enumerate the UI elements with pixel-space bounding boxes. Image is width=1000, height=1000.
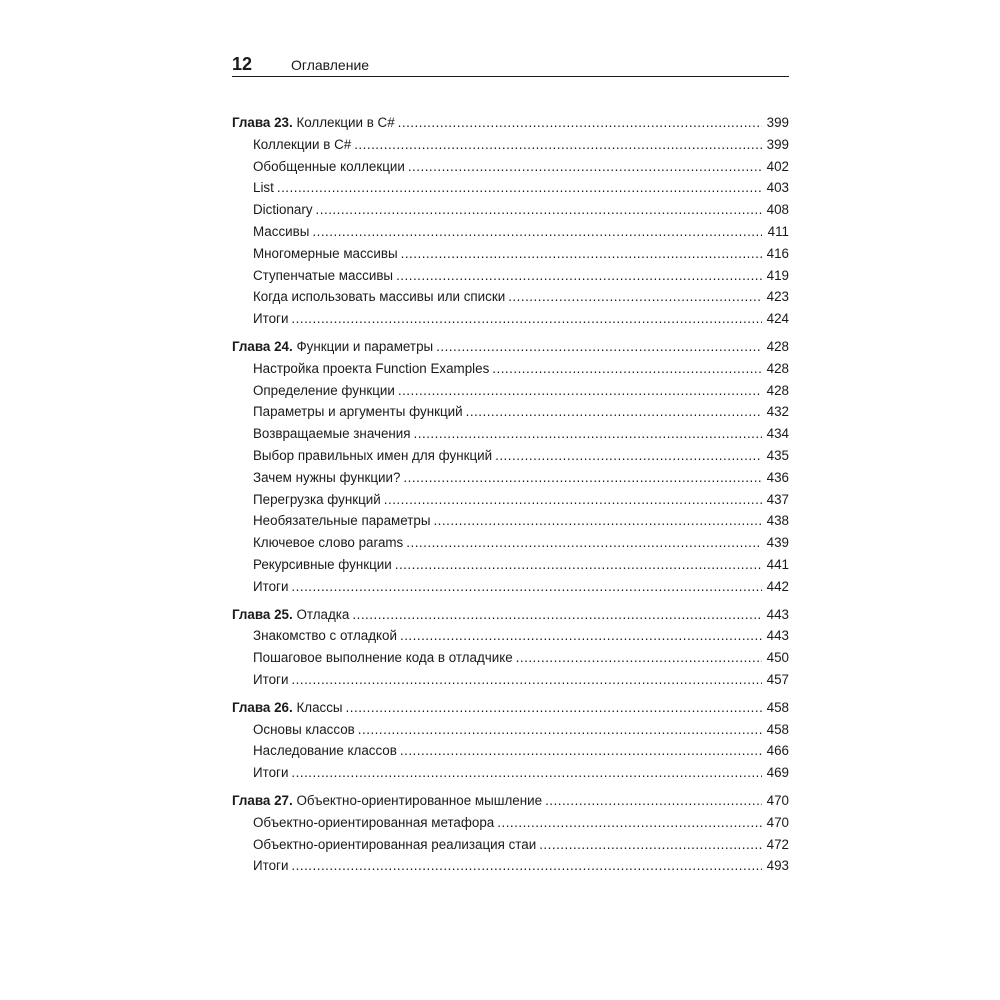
section-title: Когда использовать массивы или списки xyxy=(253,289,506,305)
section-title: Ступенчатые массивы xyxy=(253,267,394,283)
dot-leader xyxy=(312,221,762,243)
chapter-entry xyxy=(232,604,789,626)
section-entry xyxy=(232,532,789,554)
section-page-number: 399 xyxy=(766,136,789,152)
chapter-title: Коллекции в C# xyxy=(296,115,395,130)
section-entry xyxy=(232,308,789,330)
section-title: Настройка проекта Function Examples xyxy=(253,360,490,376)
dot-leader xyxy=(346,697,762,719)
dot-leader xyxy=(433,510,762,532)
section-entry xyxy=(232,243,789,265)
section-page-number: 442 xyxy=(766,578,789,594)
dot-leader xyxy=(497,812,762,834)
dot-leader xyxy=(400,625,762,647)
section-page-number: 438 xyxy=(766,513,789,529)
chapter-page-number: 443 xyxy=(766,606,789,622)
section-title: Зачем нужны функции? xyxy=(253,469,401,485)
dot-leader xyxy=(396,265,762,287)
section-entry xyxy=(232,762,789,784)
dot-leader xyxy=(495,445,762,467)
dot-leader xyxy=(539,834,762,856)
dot-leader xyxy=(384,489,762,511)
section-title: Ключевое слово params xyxy=(253,535,404,551)
chapter-title-group xyxy=(232,604,349,626)
section-entry xyxy=(232,401,789,423)
dot-leader xyxy=(436,336,762,358)
section-entry xyxy=(232,380,789,402)
section-entry xyxy=(232,199,789,221)
chapter-block xyxy=(232,697,789,784)
section-page-number: 423 xyxy=(766,289,789,305)
chapter-block xyxy=(232,112,789,330)
section-title: Возвращаемые значения xyxy=(253,426,411,442)
dot-leader xyxy=(291,762,762,784)
dot-leader xyxy=(400,740,762,762)
section-page-number: 443 xyxy=(766,628,789,644)
chapter-title-group xyxy=(232,697,343,719)
dot-leader xyxy=(291,308,762,330)
section-page-number: 472 xyxy=(766,836,789,852)
dot-leader xyxy=(291,669,762,691)
running-head: Оглавление xyxy=(291,57,370,73)
section-title: Итоги xyxy=(253,311,289,327)
dot-leader xyxy=(358,719,762,741)
section-page-number: 411 xyxy=(767,223,789,239)
section-title: Объектно-ориентированная метафора xyxy=(253,814,495,830)
section-entry xyxy=(232,740,789,762)
section-page-number: 469 xyxy=(766,765,789,781)
section-page-number: 416 xyxy=(766,245,789,261)
section-entry xyxy=(232,423,789,445)
dot-leader xyxy=(291,855,762,877)
chapter-label: Глава 26. xyxy=(232,699,293,715)
dot-leader xyxy=(316,199,762,221)
section-page-number: 408 xyxy=(766,202,789,218)
chapter-page-number: 399 xyxy=(766,115,789,130)
chapter-label: Глава 27. xyxy=(232,792,293,808)
section-page-number: 457 xyxy=(766,671,789,687)
section-entry xyxy=(232,177,789,199)
section-page-number: 419 xyxy=(766,267,789,283)
section-entry xyxy=(232,647,789,669)
section-page-number: 403 xyxy=(766,180,789,196)
section-page-number: 436 xyxy=(766,469,789,485)
table-of-contents xyxy=(232,112,789,883)
dot-leader xyxy=(545,790,762,812)
section-entry xyxy=(232,467,789,489)
section-title: Основы классов xyxy=(253,721,355,737)
dot-leader xyxy=(401,243,762,265)
dot-leader xyxy=(395,554,762,576)
section-title: List xyxy=(253,180,274,196)
chapter-page-number: 470 xyxy=(766,792,789,808)
chapter-block xyxy=(232,790,789,877)
dot-leader xyxy=(291,576,762,598)
dot-leader xyxy=(277,177,762,199)
chapter-block xyxy=(232,604,789,691)
chapter-title-group xyxy=(232,112,395,134)
section-entry xyxy=(232,576,789,598)
section-page-number: 437 xyxy=(766,491,789,507)
section-page-number: 402 xyxy=(766,158,789,174)
section-title: Наследование классов xyxy=(253,743,397,759)
dot-leader xyxy=(466,401,762,423)
dot-leader xyxy=(354,134,762,156)
section-title: Итоги xyxy=(253,671,289,687)
dot-leader xyxy=(403,467,762,489)
dot-leader xyxy=(352,604,762,626)
section-page-number: 435 xyxy=(766,447,789,463)
page-header xyxy=(232,54,789,77)
section-page-number: 466 xyxy=(766,743,789,759)
section-page-number: 458 xyxy=(766,721,789,737)
section-title: Коллекции в C# xyxy=(253,136,352,152)
section-page-number: 470 xyxy=(766,814,789,830)
section-title: Обобщенные коллекции xyxy=(253,158,405,174)
dot-leader xyxy=(414,423,762,445)
dot-leader xyxy=(492,358,762,380)
section-entry xyxy=(232,358,789,380)
dot-leader xyxy=(398,380,762,402)
section-page-number: 493 xyxy=(766,858,789,874)
section-title: Необязательные параметры xyxy=(253,513,431,529)
chapter-label: Глава 23. xyxy=(232,115,293,130)
section-page-number: 428 xyxy=(766,382,789,398)
section-page-number: 439 xyxy=(766,535,789,551)
section-entry xyxy=(232,265,789,287)
section-entry xyxy=(232,134,789,156)
page-number: 12 xyxy=(232,54,253,74)
section-title: Dictionary xyxy=(253,202,313,218)
section-page-number: 450 xyxy=(766,650,789,666)
dot-leader xyxy=(406,532,762,554)
chapter-title: Классы xyxy=(296,699,343,715)
chapter-label: Глава 24. xyxy=(232,338,293,354)
dot-leader xyxy=(398,112,762,134)
dot-leader xyxy=(408,156,762,178)
chapter-title: Функции и параметры xyxy=(296,338,434,354)
section-title: Массивы xyxy=(253,223,310,239)
section-title: Пошаговое выполнение кода в отладчике xyxy=(253,650,513,666)
section-entry xyxy=(232,719,789,741)
section-title: Перегрузка функций xyxy=(253,491,381,507)
section-entry xyxy=(232,445,789,467)
section-title: Итоги xyxy=(253,858,289,874)
chapter-title-group xyxy=(232,336,433,358)
chapter-entry xyxy=(232,790,789,812)
section-entry xyxy=(232,221,789,243)
section-entry xyxy=(232,489,789,511)
chapter-entry xyxy=(232,697,789,719)
section-title: Определение функции xyxy=(253,382,395,398)
section-title: Рекурсивные функции xyxy=(253,556,392,572)
section-entry xyxy=(232,834,789,856)
section-page-number: 434 xyxy=(766,426,789,442)
chapter-page-number: 428 xyxy=(766,338,789,354)
section-page-number: 428 xyxy=(766,360,789,376)
section-title: Итоги xyxy=(253,578,289,594)
chapter-page-number: 458 xyxy=(766,699,789,715)
section-entry xyxy=(232,669,789,691)
chapter-entry xyxy=(232,336,789,358)
section-title: Многомерные массивы xyxy=(253,245,398,261)
section-title: Объектно-ориентированная реализация стаи xyxy=(253,836,537,852)
section-entry xyxy=(232,855,789,877)
section-entry xyxy=(232,286,789,308)
section-entry xyxy=(232,625,789,647)
section-entry xyxy=(232,510,789,532)
chapter-title: Отладка xyxy=(296,606,350,622)
chapter-block xyxy=(232,336,789,598)
section-page-number: 441 xyxy=(766,556,789,572)
section-page-number: 424 xyxy=(766,311,789,327)
chapter-title: Объектно-ориентированное мышление xyxy=(296,792,543,808)
section-entry xyxy=(232,812,789,834)
dot-leader xyxy=(516,647,762,669)
section-page-number: 432 xyxy=(766,404,789,420)
chapter-title-group xyxy=(232,790,542,812)
chapter-entry xyxy=(232,112,789,134)
dot-leader xyxy=(508,286,762,308)
section-title: Итоги xyxy=(253,765,289,781)
section-entry xyxy=(232,156,789,178)
section-title: Знакомство с отладкой xyxy=(253,628,397,644)
section-entry xyxy=(232,554,789,576)
section-title: Параметры и аргументы функций xyxy=(253,404,463,420)
chapter-label: Глава 25. xyxy=(232,606,293,622)
section-title: Выбор правильных имен для функций xyxy=(253,447,493,463)
